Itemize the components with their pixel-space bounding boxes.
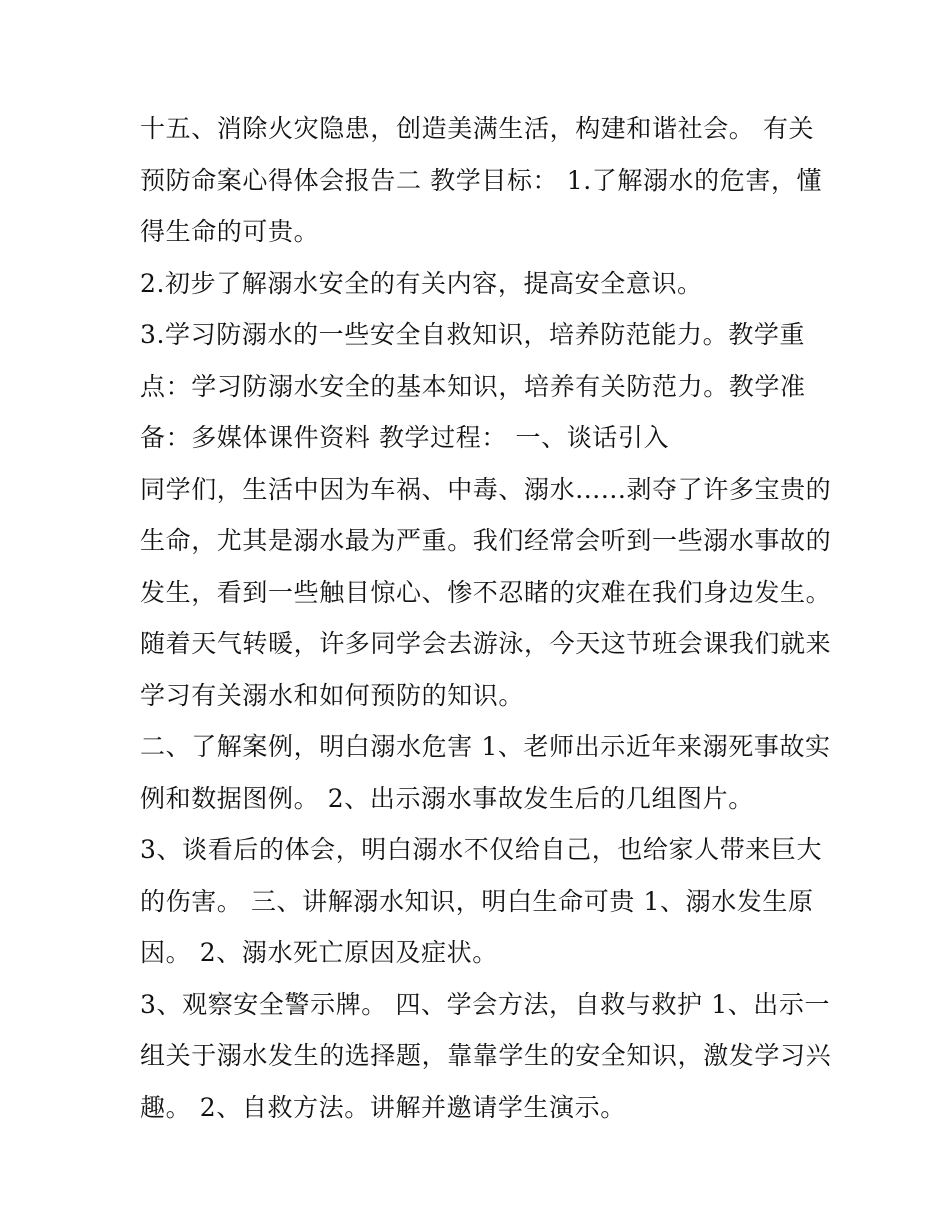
text-line: 发生，看到一些触目惊心、惨不忍睹的灾难在我们身边发生。 xyxy=(140,577,832,607)
text-line: 备：多媒体课件资料 教学过程： 一、谈话引入 xyxy=(140,423,670,452)
text-line: 3.学习防溺水的一些安全自救知识，培养防范能力。教学重 xyxy=(140,320,806,349)
text-line: 的伤害。 三、讲解溺水知识，明白生命可贵 1、溺水发生原 xyxy=(140,886,814,916)
text-line: 生命，尤其是溺水最为严重。我们经常会听到一些溺水事故的 xyxy=(140,526,832,555)
text-line: 例和数据图例。 2、出示溺水事故发生后的几组图片。 xyxy=(140,783,754,813)
text-line: 学习有关溺水和如何预防的知识。 xyxy=(140,680,525,710)
text-line: 同学们，生活中因为车祸、中毒、溺水......剥夺了许多宝贵的 xyxy=(140,474,832,504)
text-line: 因。 2、溺水死亡原因及症状。 xyxy=(140,938,498,967)
text-line: 2.初步了解溺水安全的有关内容，提高安全意识。 xyxy=(140,268,703,298)
text-line: 二、了解案例，明白溺水危害 1、老师出示近年来溺死事故实 xyxy=(140,732,831,761)
text-line: 预防命案心得体会报告二 教学目标： 1.了解溺水的危害，懂 xyxy=(140,165,823,195)
text-line: 3、观察安全警示牌。 四、学会方法，自救与救护 1、出示一 xyxy=(140,989,831,1019)
text-line: 得生命的可贵。 xyxy=(140,217,320,246)
text-line: 3、谈看后的体会，明白溺水不仅给自己，也给家人带来巨大 xyxy=(140,835,823,864)
text-line: 趣。 2、自救方法。讲解并邀请学生演示。 xyxy=(140,1092,626,1122)
text-line: 点：学习防溺水安全的基本知识，培养有关防范力。教学准 xyxy=(140,371,806,401)
text-line: 随着天气转暖，许多同学会去游泳，今天这节班会课我们就来 xyxy=(140,629,832,658)
text-line: 十五、消除火灾隐患，创造美满生活，构建和谐社会。 有关 xyxy=(140,114,815,143)
text-line: 组关于溺水发生的选择题，靠靠学生的安全知识，激发学习兴 xyxy=(140,1041,832,1070)
body-text xyxy=(140,103,840,1133)
